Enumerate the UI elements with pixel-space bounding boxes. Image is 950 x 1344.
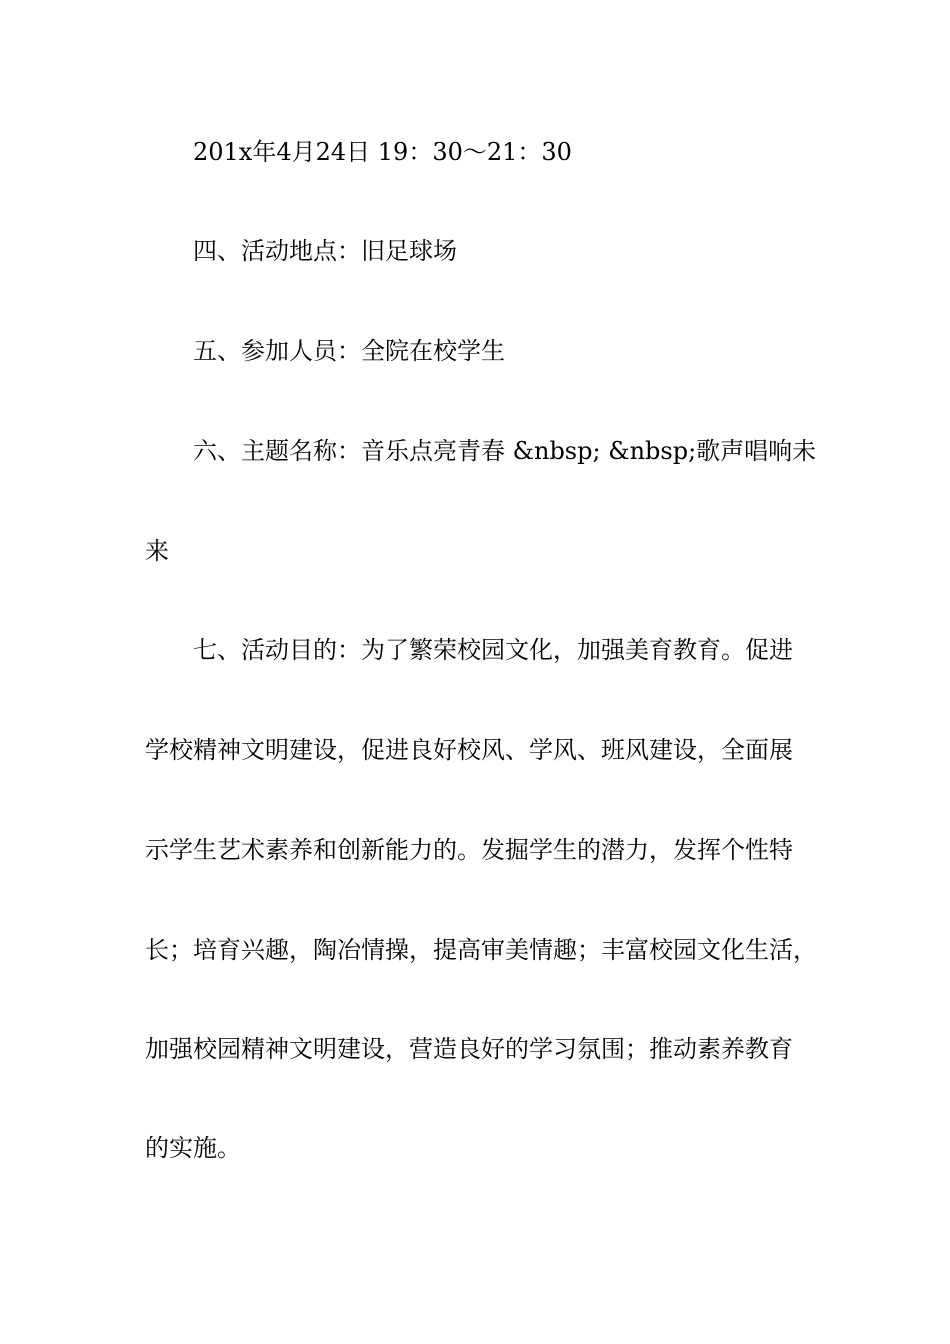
theme-name-line-continued: 来: [145, 537, 169, 565]
activity-purpose-line-4: 长；培育兴趣，陶冶情操，提高审美情趣；丰富校园文化生活，: [145, 936, 817, 964]
theme-name-line: 六、主题名称：音乐点亮青春 &nbsp; &nbsp;歌声唱响未: [193, 437, 817, 465]
activity-purpose-line-2: 学校精神文明建设，促进良好校风、学风、班风建设，全面展: [145, 736, 793, 764]
activity-location-line: 四、活动地点：旧足球场: [193, 237, 457, 265]
activity-time-line: 201x年4月24日 19：30～21：30: [193, 138, 572, 166]
activity-purpose-line-3: 示学生艺术素养和创新能力的。发掘学生的潜力，发挥个性特: [145, 836, 793, 864]
activity-purpose-line-5: 加强校园精神文明建设，营造良好的学习氛围；推动素养教育: [145, 1035, 793, 1063]
activity-purpose-line-6: 的实施。: [145, 1134, 241, 1162]
participants-line: 五、参加人员：全院在校学生: [193, 337, 505, 365]
activity-purpose-line-1: 七、活动目的：为了繁荣校园文化，加强美育教育。促进: [193, 636, 793, 664]
